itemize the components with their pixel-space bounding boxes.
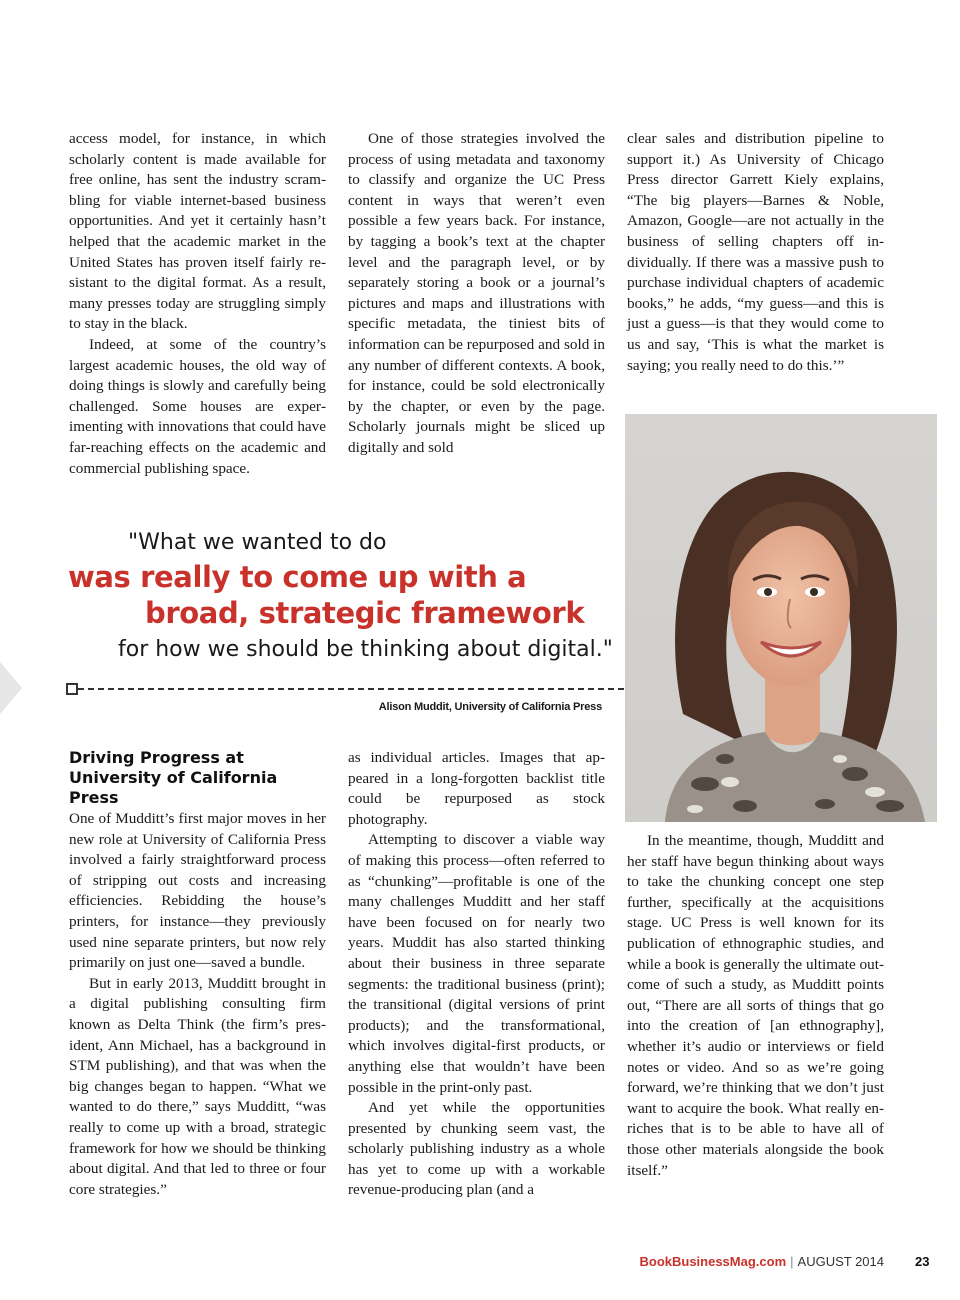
rule-square-icon	[66, 683, 78, 695]
paragraph: Attempting to discover a viable way of making this process—often referred to as “chunking”—profitable is one of the many challenges Mudditt and her staff have been focused on for nearly two years. Muddit has also started thinking about their business in three separate segments: the traditional business (print); the transitional (digital versions of print products); and the transformational, which involves digital-first products, or anything else that wouldn’t have been possible in the print-only past.	[348, 831, 605, 1096]
footer-issue: AUGUST 2014	[797, 1254, 884, 1269]
footer-separator: |	[790, 1254, 794, 1269]
paragraph: But in early 2013, Mudditt brought in a digital publishing consulting firm known as Delta Think (the firm’s president, Ann Michael, has a background in STM publishing), and that was when the big changes began to happen. “What we wanted to do there,” says Mudditt, “was really to come up with a broad, strategic framework for how we should be thinking about digital. And that led to three or four core strategies.”	[69, 974, 326, 1198]
pull-quote-line-1: "What we wanted to do	[128, 530, 387, 555]
paragraph: One of Mudditt’s first major moves in her new role at University of California Press involved a fairly straightforward process of stripping out costs and increasing efficiencies. Rebidding the house’s printers, for instance—they previously used nine separate printers, but now rely primarily on just one—saved a bundle.	[69, 810, 326, 972]
pull-quote-line-4: for how we should be thinking about digital."	[118, 637, 613, 662]
paragraph: Indeed, at some of the country’s largest academic houses, the old way of doing things is slowly and carefully being challenged. Some houses are experimenting with innovations that could have far-reaching effects on the academic and commercial publishing space.	[69, 335, 326, 477]
paragraph: One of those strategies involved the process of using metadata and taxonomy to classify and organize the UC Press content in ways that weren’t even possible a few years back. For instance, by tagging a book’s text at the chapter level and the paragraph level, or by separately storing a book or a journal’s pictures and maps and illustrations with specific metadata, the tiniest bits of information can be repurposed and sold in any number of different contexts. A book, for instance, could be sold electronically by the chapter, or even by the page. Scholarly journals might be sliced up digitally and sold	[348, 130, 605, 456]
paragraph: clear sales and distribution pipeline to support it.) As University of Chicago Press director Garrett Kiely explains, “The big players—Barnes & Noble, Amazon, Google—are not actually in the business of selling chapters off individually. If there was a massive push to purchase individual chapters of academic books,” he adds, “my guess—and this is just a guess—is that they would come to us and say, ‘This is what the market is saying; you really need to do this.’”	[627, 130, 884, 374]
page-number: 23	[915, 1254, 930, 1269]
section-subhead: Driving Progress at University of California Press	[69, 748, 278, 807]
column-1-bottom	[69, 748, 326, 1200]
footer-site[interactable]: BookBusinessMag.com	[639, 1254, 787, 1269]
column-1-top	[69, 129, 326, 479]
dashed-rule	[78, 688, 624, 690]
decorative-triangle	[0, 662, 22, 714]
column-3-bottom	[627, 831, 884, 1181]
column-2-bottom	[348, 748, 605, 1201]
pull-quote-credit: Alison Muddit, University of California Press	[378, 701, 602, 713]
page-footer	[639, 1254, 884, 1269]
pull-quote-line-2: was really to come up with a	[68, 560, 527, 594]
paragraph: And yet while the opportunities presented by chunking seem vast, the scholarly publishing industry as a whole has yet to come up with a workable revenue-producing plan (and a	[348, 1099, 605, 1199]
paragraph: In the meantime, though, Mudditt and her staff have begun thinking about ways to take the chunking concept one step further, specifically at the acquisitions stage. UC Press is well known for its publication of ethnographic studies, and while a book is generally the ultimate outcome of such a study, as Mudditt points out, “There are all sorts of things that go into the creation of [an ethnography], whether it’s audio or interviews or field notes or video. And so as we’re going forward, we’re thinking that we don’t just want to acquire the book. What really enriches that is to be able to have all of those other materials alongside the book itself.”	[627, 832, 884, 1179]
pull-quote-line-3: broad, strategic framework	[145, 596, 585, 630]
paragraph: access model, for instance, in which scholarly content is made available for free online, has sent the industry scrambling for viable internet-based business opportunities. And yet it certainly hasn’t helped that the academic market in the United States has proven itself fairly resistant to the digital format. As a result, many presses today are struggling simply to stay in the black.	[69, 130, 326, 333]
column-2-top	[348, 129, 605, 459]
portrait-photo	[625, 414, 937, 822]
column-3-top	[627, 129, 884, 376]
paragraph: as individual articles. Images that appeared in a long-forgotten backlist title could be repurposed as stock photography.	[348, 749, 605, 828]
